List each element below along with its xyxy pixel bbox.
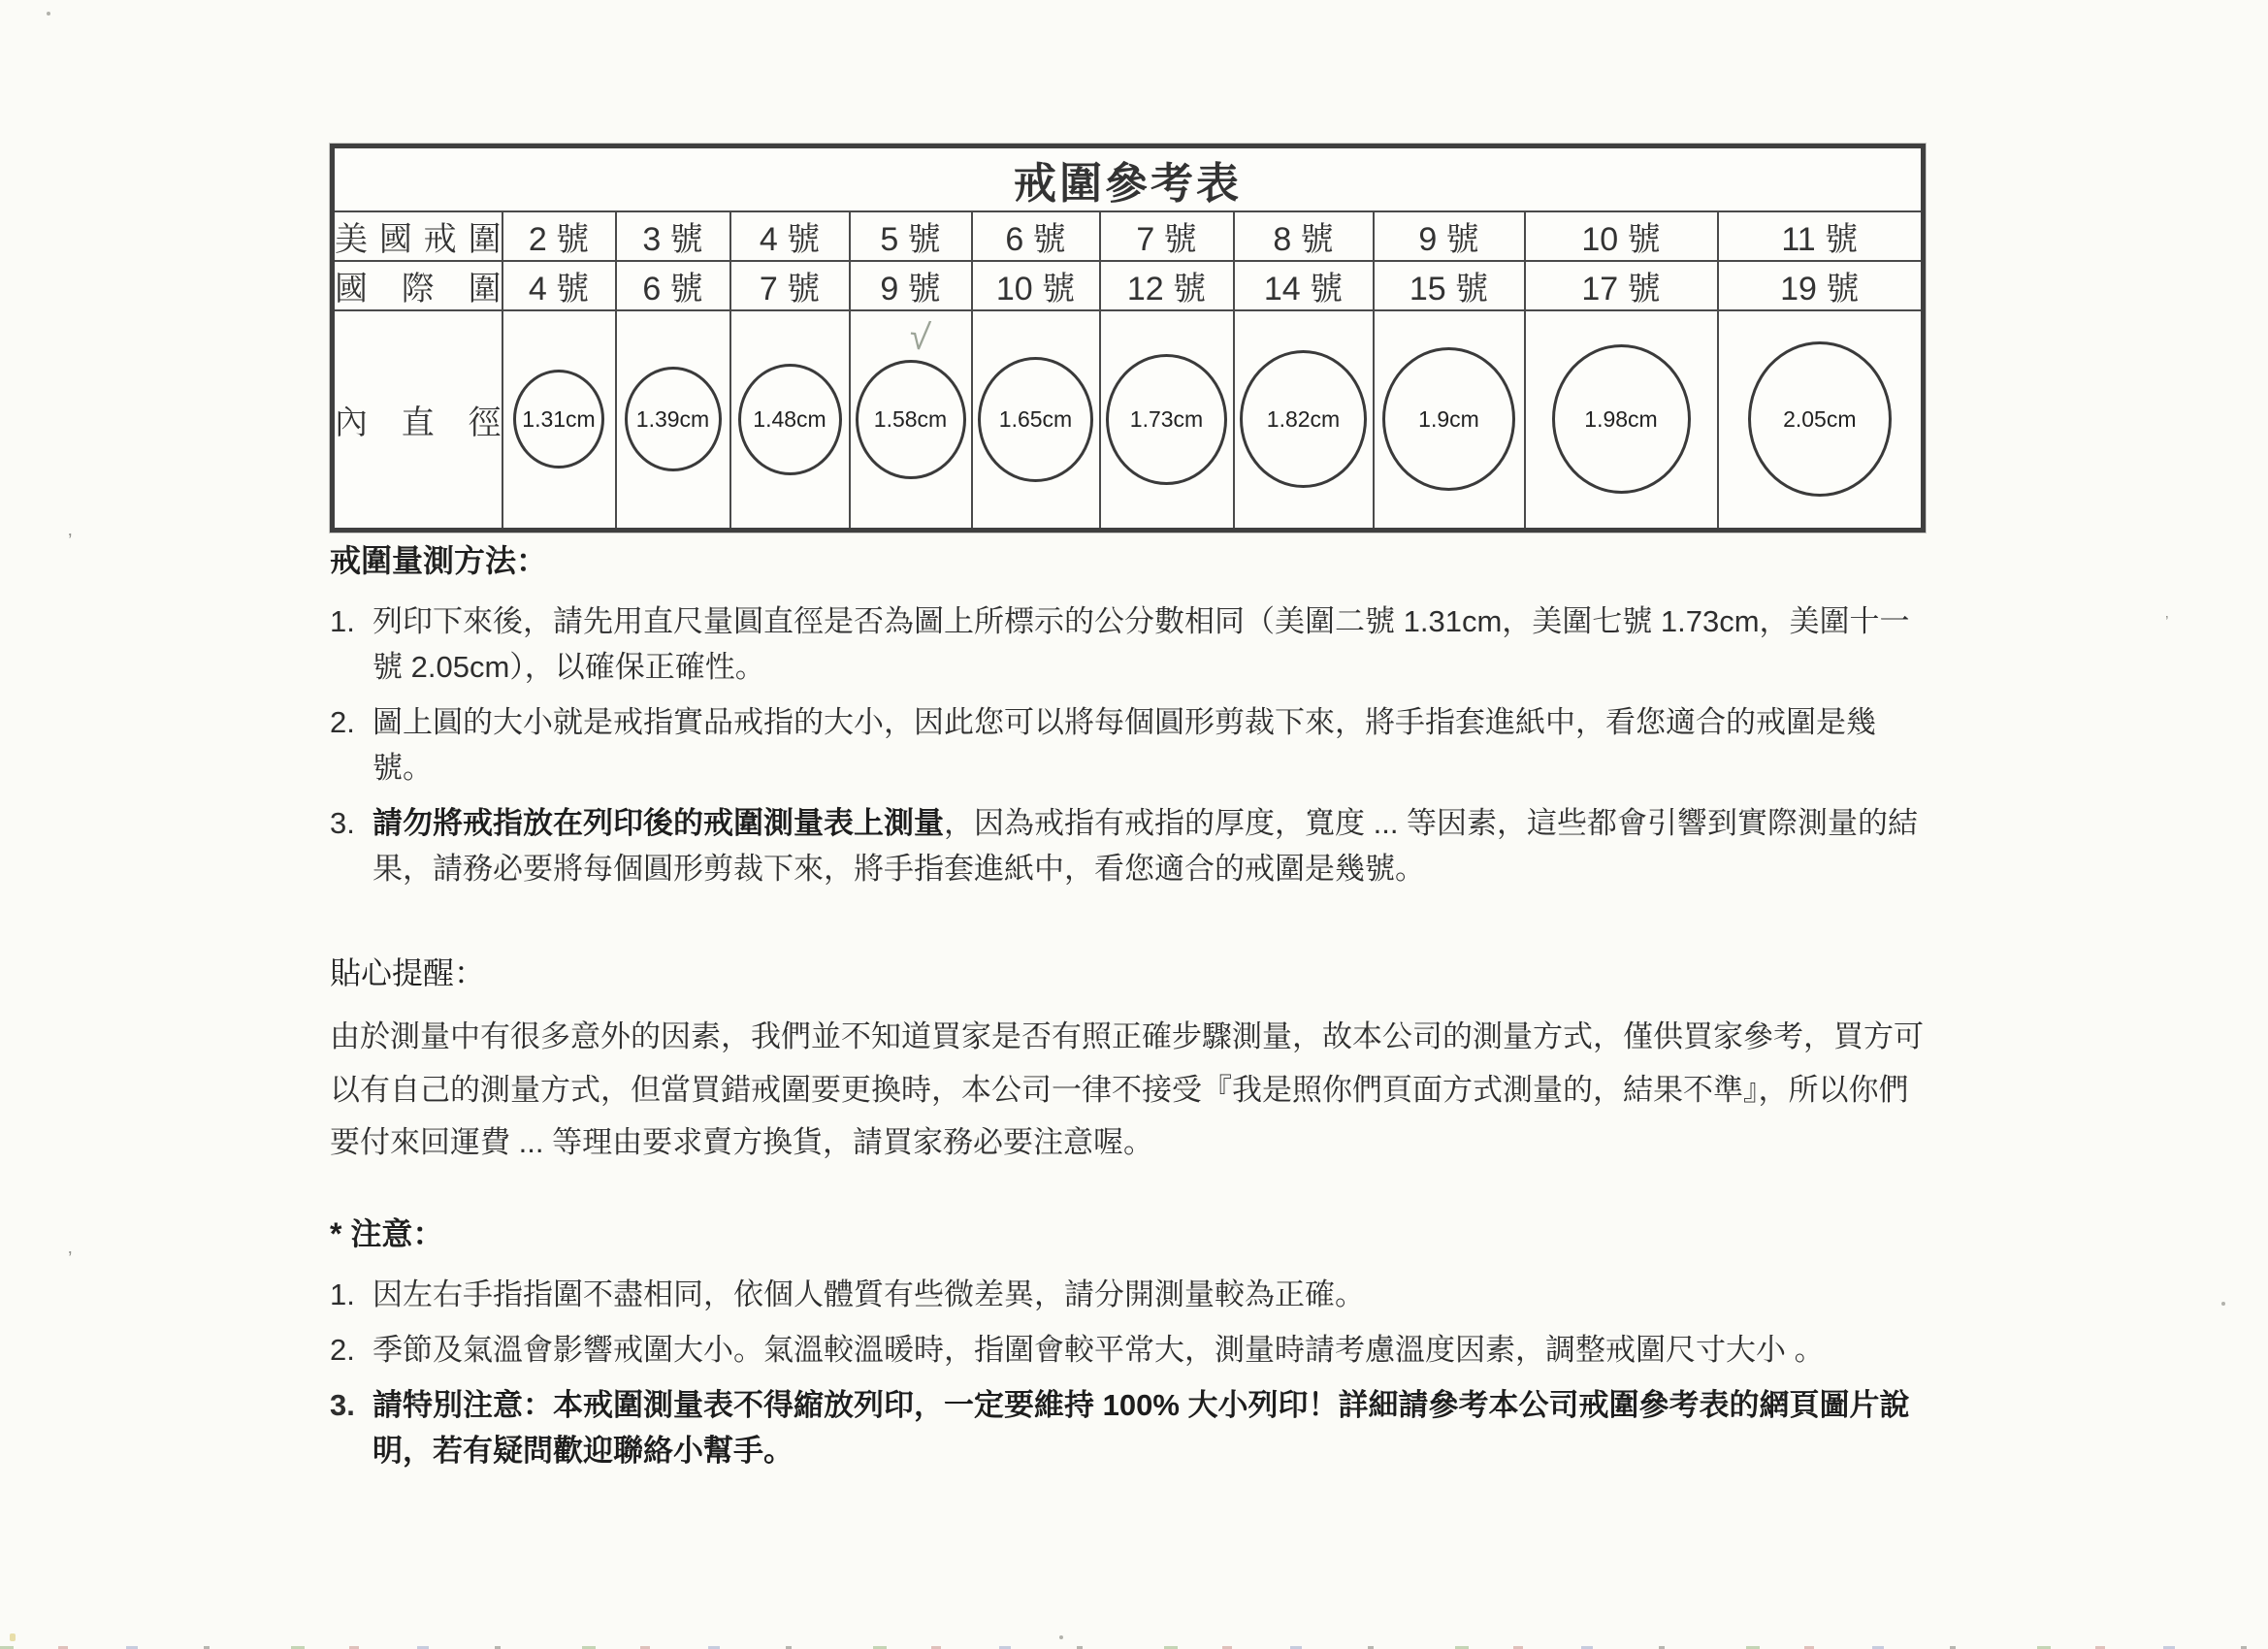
diameter-cell: [850, 310, 972, 530]
diameter-cell: [1718, 310, 1924, 530]
pen-checkmark: √: [907, 316, 933, 359]
ring-circle: [856, 360, 966, 479]
us-size-cell: 11 號: [1718, 211, 1924, 261]
us-size-cell: 10 號: [1525, 211, 1718, 261]
diameter-value: 1.98cm: [1584, 405, 1658, 432]
intl-size-cell: 9 號: [850, 261, 972, 310]
diameter-cell: [502, 310, 616, 530]
instructions: [330, 539, 1935, 1483]
us-size-cell: 9 號: [1374, 211, 1525, 261]
ring-circle: [1382, 347, 1515, 491]
diameter-value: 2.05cm: [1783, 405, 1857, 432]
intl-size-cell: 6 號: [616, 261, 730, 310]
diameter-cell: [730, 310, 850, 530]
diameter-row-label: 內 直 徑: [333, 310, 502, 530]
us-size-cell: 2 號: [502, 211, 616, 261]
diameter-value: 1.65cm: [998, 405, 1073, 432]
diameter-cell: [1100, 310, 1234, 530]
intl-size-cell: 4 號: [502, 261, 616, 310]
us-size-cell: 5 號: [850, 211, 972, 261]
diameter-value: 1.9cm: [1418, 405, 1479, 432]
us-size-cell: 7 號: [1100, 211, 1234, 261]
method-item-3: [330, 800, 1935, 891]
notice-item-1: [330, 1272, 1935, 1317]
diameter-value: 1.73cm: [1129, 405, 1204, 432]
item-number: 2.: [330, 705, 355, 740]
diameter-value: 1.39cm: [635, 405, 710, 432]
us-size-cell: 4 號: [730, 211, 850, 261]
intl-size-cell: 15 號: [1374, 261, 1525, 310]
ring-circle: [1106, 354, 1227, 485]
intl-size-cell: 7 號: [730, 261, 850, 310]
item-number: 3.: [330, 1387, 355, 1422]
notice-item-3: [330, 1382, 1935, 1473]
intl-size-cell: 10 號: [972, 261, 1100, 310]
method-item-1: [330, 598, 1935, 690]
inner-diameter-row: [333, 310, 1924, 530]
notice-item-2: [330, 1327, 1935, 1373]
ring-circle: [1552, 344, 1691, 494]
diameter-value: 1.48cm: [753, 405, 826, 432]
item-number: 2.: [330, 1332, 355, 1367]
ring-size-table: [330, 144, 1926, 533]
scan-speck: [10, 1633, 16, 1641]
item-number: 3.: [330, 806, 355, 841]
item-text-bold: 請勿將戒指放在列印後的戒圍測量表上測量: [373, 806, 944, 841]
item-number: 1.: [330, 1277, 355, 1311]
ring-circle: [513, 370, 604, 469]
item-text: 請勿將戒指放在列印後的戒圍測量表上測量，因為戒指有戒指的厚度，寬度 ... 等因素，這些都會引響到實際測量的結果，請務必要將每個圓形剪裁下來，將手指套進紙中，看您適合的戒圍是幾號。: [373, 806, 1919, 887]
item-text: 因左右手指指圍不盡相同，依個人體質有些微差異，請分開測量較為正確。: [373, 1277, 1365, 1311]
diameter-value: 1.58cm: [873, 405, 948, 432]
diameter-cell: [972, 310, 1100, 530]
intl-size-row: [333, 261, 1924, 310]
scan-speck: [1059, 1635, 1063, 1639]
scan-speck: ’: [68, 1248, 73, 1270]
table-title: 戒圍參考表: [333, 146, 1924, 212]
us-size-cell: 3 號: [616, 211, 730, 261]
item-text: 圖上圓的大小就是戒指實品戒指的大小，因此您可以將每個圓形剪裁下來，將手指套進紙中，看您適合的戒圍是幾號。: [373, 705, 1876, 786]
diameter-cell: [1374, 310, 1525, 530]
intl-size-cell: 12 號: [1100, 261, 1234, 310]
ring-circle: [738, 364, 842, 475]
ring-circle: [1240, 350, 1367, 488]
ring-circle: [978, 357, 1093, 482]
item-number: 1.: [330, 603, 355, 638]
scan-speck: ’: [68, 531, 73, 552]
intl-size-cell: 19 號: [1718, 261, 1924, 310]
reminder-body: 由於測量中有很多意外的因素，我們並不知道買家是否有照正確步驟測量，故本公司的測量方式，僅供買家參考，買方可以有自己的測量方式，但當買錯戒圍要更換時，本公司一律不接受『我是照你們頁面方式測量的，結果不準』，所以你們要付來回運費 ... 等理由要求賣方換貨，請買家務必要注意喔。: [330, 1019, 1924, 1160]
us-size-cell: 8 號: [1234, 211, 1374, 261]
ring-circle: [625, 367, 722, 471]
item-text: 列印下來後，請先用直尺量圓直徑是否為圖上所標示的公分數相同（美圍二號 1.31cm，美圍七號 1.73cm，美圍十一號 2.05cm），以確保正確性。: [373, 603, 1910, 684]
intl-size-cell: 14 號: [1234, 261, 1374, 310]
item-text: [373, 1382, 1935, 1473]
scan-speck: [47, 12, 50, 16]
reminder-heading: 貼心提醒：: [330, 955, 486, 991]
method-item-2: [330, 699, 1935, 791]
intl-size-row-label: 國 際 圍: [333, 261, 502, 310]
diameter-cell: [1525, 310, 1718, 530]
diameter-cell: [1234, 310, 1374, 530]
us-size-row: [333, 211, 1924, 261]
notice-heading: * 注意：: [330, 1215, 444, 1251]
diameter-cell: [616, 310, 730, 530]
intl-size-cell: 17 號: [1525, 261, 1718, 310]
us-size-cell: 6 號: [972, 211, 1100, 261]
scan-speck: [2221, 1302, 2225, 1306]
diameter-value: 1.82cm: [1266, 405, 1341, 432]
diameter-value: 1.31cm: [522, 405, 596, 432]
item-text-bold: 請特別注意：本戒圍測量表不得縮放列印，一定要維持 100% 大小列印！詳細請參考本公司戒圍參考表的網頁圖片說明，若有疑問歡迎聯絡小幫手。: [373, 1387, 1910, 1469]
method-heading: 戒圍量測方法：: [330, 543, 548, 578]
ring-circle: [1748, 341, 1892, 497]
us-size-row-label: 美國戒圍: [333, 211, 502, 261]
scan-speck: ’: [2165, 614, 2169, 630]
item-text: 季節及氣溫會影響戒圍大小。氣溫較溫暖時，指圍會較平常大，測量時請考慮溫度因素，調整戒圍尺寸大小 。: [373, 1332, 1825, 1367]
